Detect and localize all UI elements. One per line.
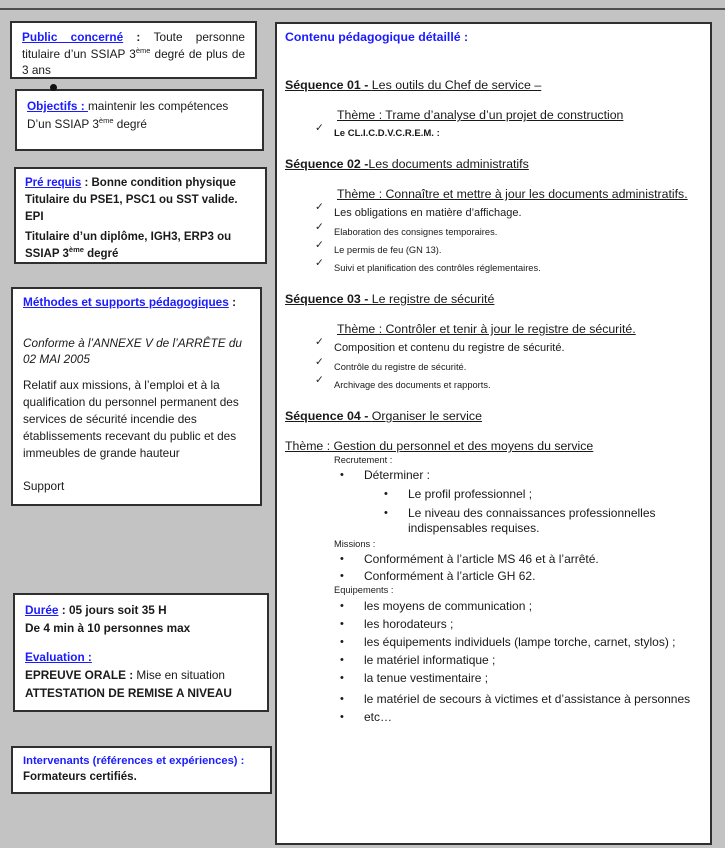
equipements-bullet [340,617,702,632]
check-icon: ✓ [315,374,324,386]
sequence-02-number: Séquence 02 - [285,157,369,171]
evaluation-label: Evaluation : [25,650,92,664]
sequence-03-heading [285,292,702,306]
methodes-paragraph: Relatif aux missions, à l’emploi et à la qualification du personnel permanent des services de sécurité incendie des établissements recevant du public et des immeubles de grande hauteur [23,378,239,460]
prerequis-line1 [25,175,256,192]
sequence-02-item [315,201,702,220]
determiner-sub-text: Le profil professionnel ; [408,487,533,501]
equipements-bullet [340,692,702,707]
sequence-01-heading [285,78,702,92]
methodes-box [11,287,262,506]
public-concerne-text-b: degré de plus de 3 ans [22,46,245,77]
equipements-text: les horodateurs ; [364,617,454,631]
public-concerne-box [10,21,257,79]
bullet-icon: • [340,469,344,481]
intervenants-label: Intervenants (références et expériences) : [23,755,245,767]
prerequis-label: Pré requis [25,177,82,189]
content-title: Contenu pédagogique détaillé : [285,30,469,44]
objectifs-label: Objectifs : [27,99,88,113]
duree-separator: : [58,603,69,617]
equipements-text: les équipements individuels (lampe torche, carnet, stylos) ; [364,635,676,649]
determiner-bullet [340,468,702,483]
sequence-01-name: Les outils du Chef de service – [371,78,542,92]
objectifs-text: maintenir les compétences [87,99,229,113]
equipements-text: le matériel informatique ; [364,653,496,667]
capacity-line: De 4 min à 10 personnes max [25,621,191,635]
missions-text: Conformément à l’article MS 46 et à l’arrêté. [364,552,599,566]
equipements-bullet [340,710,702,725]
methodes-support: Support [23,479,65,493]
bullet-icon: • [340,570,344,582]
equipements-label: Equipements : [334,585,394,595]
recrutement-label: Recrutement : [334,455,393,465]
sequence-02-item-text: Elaboration des consignes temporaires. [334,227,498,237]
prerequis-line4 [25,229,256,263]
objectifs-line1 [27,97,252,115]
prerequis-line4-a: Titulaire d’un diplôme, IGH3, ERP3 ou SSIAP 3 [25,231,232,260]
bullet-icon: • [340,711,344,723]
prerequis-text1: Bonne condition physique [91,177,236,189]
public-concerne-paragraph [22,30,245,77]
sequence-02-name: Les documents administratifs [368,157,529,171]
check-icon: ✓ [315,201,324,213]
sequence-02-heading [285,157,702,171]
equipements-bullet [340,635,702,650]
objectifs-line2-b: degré [113,117,147,131]
bullet-icon: • [340,672,344,684]
equipements-bullet [340,599,702,614]
sequence-03-theme: Thème : Contrôler et tenir à jour le registre de sécurité. [337,322,636,336]
objectifs-line2 [27,115,252,133]
determiner-text: Déterminer : [364,468,431,482]
equipements-text: etc… [364,710,393,724]
determiner-sub-bullet [384,487,702,502]
objectifs-line2-a: D’un SSIAP 3 [27,117,99,131]
sequence-03-item-text: Archivage des documents et rapports. [334,380,491,390]
bullet-icon: • [340,553,344,565]
sequence-02-item [315,221,702,238]
methodes-heading [23,294,250,311]
determiner-sub-text: Le niveau des connaissances professionnelles indispensables requises. [408,506,656,535]
bullet-icon: • [340,654,344,666]
sequence-02-item [315,257,702,274]
sequence-02-theme: Thème : Connaître et mettre à jour les documents administratifs. [337,187,688,201]
sequence-03-item [315,356,702,373]
bullet-icon: • [384,488,388,500]
prerequis-line4-b: degré [83,248,119,260]
attestation-line: ATTESTATION DE REMISE A NIVEAU [25,686,232,700]
public-concerne-text-a: Toute personne titulaire d’un SSIAP 3 [22,30,245,61]
bullet-icon: • [340,693,344,705]
equipements-bullet [340,671,702,686]
check-icon: ✓ [315,336,324,348]
check-icon: ✓ [315,221,324,233]
missions-label: Missions : [334,539,376,549]
sequence-04-theme: Thème : Gestion du personnel et des moyens du service [285,439,594,453]
sequence-02-item-text: Le permis de feu (GN 13). [334,245,442,255]
sequence-03-item-text: Contrôle du registre de sécurité. [334,362,467,372]
bullet-icon: • [340,618,344,630]
check-icon: ✓ [315,239,324,251]
missions-text: Conformément à l’article GH 62. [364,569,536,583]
equipements-text: les moyens de communication ; [364,599,533,613]
intervenants-text: Formateurs certifiés. [23,771,137,783]
sequence-04-number: Séquence 04 - [285,409,372,423]
public-concerne-label: Public concerné [22,30,124,44]
objectifs-superscript: ème [98,116,114,126]
duree-evaluation-box [13,593,269,712]
objectifs-box [15,89,264,151]
prerequis-box [14,167,267,264]
sequence-04-heading [285,409,702,423]
equipements-text: le matériel de secours à victimes et d’assistance à personnes [364,692,691,706]
methodes-reference: Conforme à l’ANNEXE V de l’ARRÊTE du 02 MAI 2005 [23,336,242,366]
public-concerne-superscript: ème [135,45,151,55]
sequence-01-number: Séquence 01 - [285,78,372,92]
sequence-03-number: Séquence 03 - [285,292,372,306]
equipements-text: la tenue vestimentaire ; [364,671,489,685]
missions-bullet [340,569,702,584]
sequence-01-item [315,122,702,139]
prerequis-line2: Titulaire du PSE1, PSC1 ou SST valide. [25,194,238,206]
equipements-bullet [340,653,702,668]
bullet-icon: • [340,600,344,612]
sequence-03-item [315,374,702,391]
prerequis-separator: : [81,177,92,189]
missions-bullet [340,552,702,567]
check-icon: ✓ [315,356,324,368]
sequence-03-item-text: Composition et contenu du registre de sécurité. [334,342,565,354]
intervenants-box [11,746,272,794]
check-icon: ✓ [315,122,324,134]
prerequis-line3: EPI [25,211,44,223]
duree-label: Durée [25,603,59,617]
duree-value: 05 jours soit 35 H [68,603,167,617]
prerequis-superscript: ème [68,245,84,255]
determiner-sub-bullet [384,506,702,536]
sequence-04-name: Organiser le service [371,409,482,423]
bullet-icon: • [384,507,388,519]
sequence-01-theme: Thème : Trame d’analyse d’un projet de construction [337,108,624,122]
epreuve-line [25,666,257,684]
epreuve-label: EPREUVE ORALE : [25,668,134,682]
check-icon: ✓ [315,257,324,269]
sequence-02-item [315,239,702,256]
sequence-02-item-text: Suivi et planification des contrôles réglementaires. [334,263,541,273]
duree-line [25,601,257,619]
bullet-icon: • [340,636,344,648]
sequence-03-name: Le registre de sécurité [371,292,495,306]
anchor-dot [50,84,57,91]
sequence-02-item-text: Les obligations en matière d’affichage. [334,207,522,219]
sequence-01-item-text: Le CL.I.C.D.V.C.R.E.M. : [334,128,440,139]
methodes-label: Méthodes et supports pédagogiques [23,295,229,309]
public-concerne-separator: : [123,30,154,44]
top-rule [0,8,725,10]
content-panel [275,22,712,845]
methodes-colon: : [228,295,237,309]
sequence-03-item [315,336,702,355]
epreuve-text: Mise en situation [133,668,225,682]
